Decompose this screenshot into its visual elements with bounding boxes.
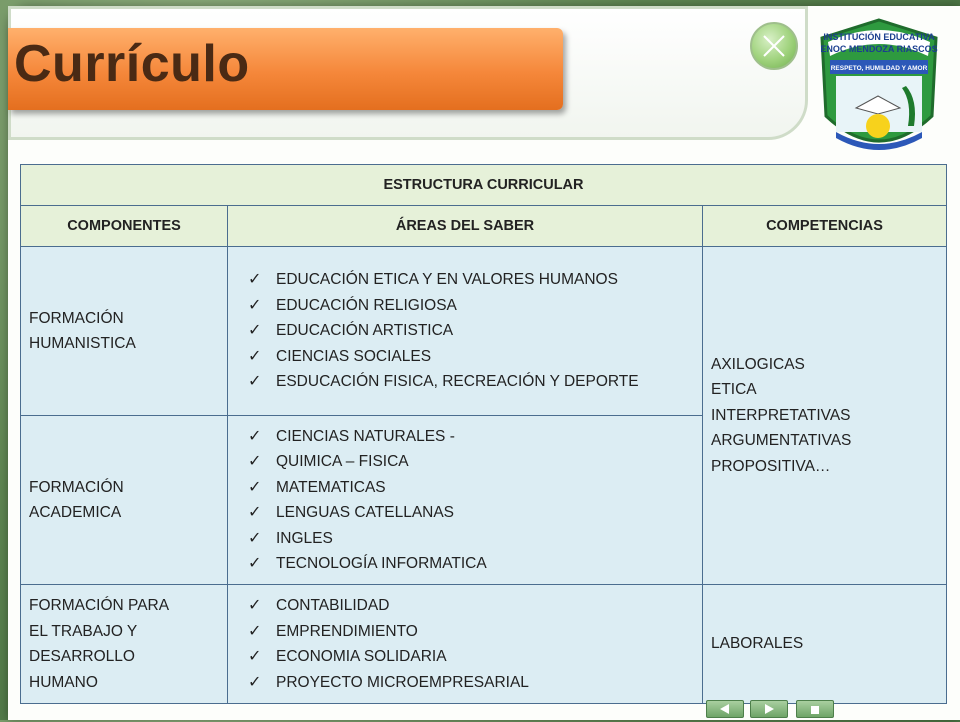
curriculum-table bbox=[20, 164, 947, 704]
logo-motto: RESPETO, HUMILDAD Y AMOR bbox=[830, 65, 928, 72]
school-logo bbox=[816, 16, 942, 168]
check-icon: ✓ bbox=[248, 373, 262, 391]
check-icon: ✓ bbox=[248, 504, 262, 521]
competencies-cell bbox=[703, 585, 947, 704]
component-line: FORMACIÓN bbox=[29, 309, 124, 327]
home-icon bbox=[797, 701, 833, 717]
areas-cell bbox=[228, 247, 703, 416]
component-line: EL TRABAJO Y bbox=[29, 622, 138, 640]
slide-panel bbox=[8, 6, 960, 720]
component-line: FORMACIÓN bbox=[29, 478, 124, 496]
check-icon: ✓ bbox=[248, 322, 262, 340]
component-line: HUMANO bbox=[29, 673, 98, 691]
check-icon: ✓ bbox=[248, 453, 262, 470]
check-icon: ✓ bbox=[248, 478, 262, 496]
table-row bbox=[21, 585, 947, 704]
areas-cell bbox=[228, 416, 703, 585]
list-item: ✓ LENGUAS CATELLANAS bbox=[246, 500, 694, 526]
check-icon: ✓ bbox=[248, 622, 262, 640]
check-icon: ✓ bbox=[248, 347, 262, 365]
component-line: ACADEMICA bbox=[29, 504, 122, 521]
list-item: ✓ EMPRENDIMIENTO bbox=[246, 619, 694, 645]
list-item: ✓ MATEMATICAS bbox=[246, 475, 694, 501]
areas-cell bbox=[228, 585, 703, 704]
component-cell bbox=[21, 585, 228, 704]
competency: AXILOGICAS bbox=[711, 355, 805, 373]
competency: ARGUMENTATIVAS bbox=[711, 432, 852, 450]
check-icon: ✓ bbox=[248, 529, 262, 547]
triangle-right-icon bbox=[751, 701, 787, 717]
check-icon: ✓ bbox=[248, 597, 262, 614]
check-icon: ✓ bbox=[248, 673, 262, 691]
next-slide-button[interactable] bbox=[750, 700, 788, 718]
list-item: ✓ PROYECTO MICROEMPRESARIAL bbox=[246, 670, 694, 696]
component-line: HUMANISTICA bbox=[29, 335, 136, 352]
logo-name-line2: ENOC MENDOZA RIASCOS bbox=[820, 44, 938, 54]
table-caption: ESTRUCTURA CURRICULAR bbox=[21, 165, 947, 206]
check-icon: ✓ bbox=[248, 427, 262, 445]
check-icon: ✓ bbox=[248, 296, 262, 314]
header-areas: ÁREAS DEL SABER bbox=[228, 206, 703, 247]
close-button[interactable] bbox=[750, 22, 798, 70]
list-item: ✓ EDUCACIÓN RELIGIOSA bbox=[246, 293, 694, 319]
list-item: ✓ EDUCACIÓN ETICA Y EN VALORES HUMANOS bbox=[246, 267, 694, 293]
component-cell bbox=[21, 416, 228, 585]
prev-slide-button[interactable] bbox=[706, 700, 744, 718]
home-button[interactable] bbox=[796, 700, 834, 718]
competency: PROPOSITIVA… bbox=[711, 457, 831, 475]
logo-name-line1: INSTITUCIÓN EDUCATIVA bbox=[823, 32, 935, 42]
list-item: ✓ CIENCIAS SOCIALES bbox=[246, 344, 694, 370]
slide-title: Currículo bbox=[14, 35, 250, 93]
triangle-left-icon bbox=[707, 701, 743, 717]
competencies-cell bbox=[703, 247, 947, 585]
component-cell bbox=[21, 247, 228, 416]
list-item: ✓ ESDUCACIÓN FISICA, RECREACIÓN Y DEPORTE bbox=[246, 369, 694, 395]
check-icon: ✓ bbox=[248, 271, 262, 289]
component-line: DESARROLLO bbox=[29, 648, 135, 665]
component-line: FORMACIÓN PARA bbox=[29, 597, 170, 614]
check-icon: ✓ bbox=[248, 555, 262, 572]
check-icon: ✓ bbox=[248, 648, 262, 665]
list-item: ✓ EDUCACIÓN ARTISTICA bbox=[246, 318, 694, 344]
table-row bbox=[21, 247, 947, 416]
list-item: ✓ INGLES bbox=[246, 526, 694, 552]
close-icon bbox=[752, 24, 796, 68]
list-item: ✓ QUIMICA – FISICA bbox=[246, 449, 694, 475]
list-item: ✓ CIENCIAS NATURALES - bbox=[246, 424, 694, 450]
list-item: ✓ ECONOMIA SOLIDARIA bbox=[246, 644, 694, 670]
competency: ETICA bbox=[711, 381, 757, 399]
competency: INTERPRETATIVAS bbox=[711, 406, 851, 424]
header-competencias: COMPETENCIAS bbox=[703, 206, 947, 247]
list-item: ✓ CONTABILIDAD bbox=[246, 593, 694, 619]
list-item: ✓ TECNOLOGÍA INFORMATICA bbox=[246, 551, 694, 577]
competency: LABORALES bbox=[711, 635, 804, 653]
header-componentes: COMPONENTES bbox=[21, 206, 228, 247]
